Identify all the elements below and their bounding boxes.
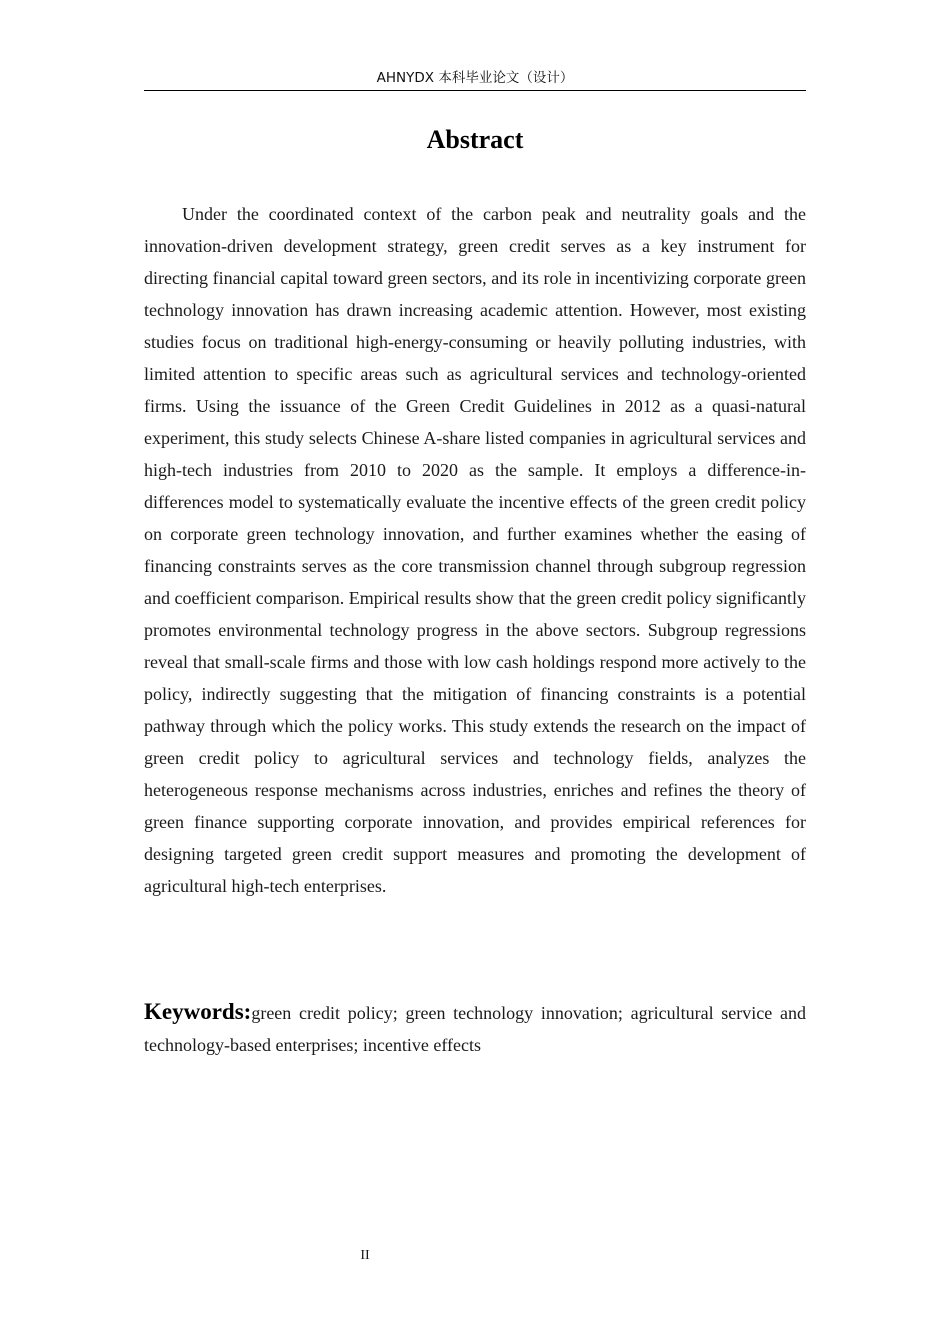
running-header-title: AHNYDX 本科毕业论文（设计） [376, 70, 574, 86]
keywords-paragraph [144, 996, 806, 1061]
keywords-label: Keywords: [144, 999, 252, 1024]
running-header [144, 66, 806, 91]
keywords-text: green credit policy; green technology innovation; agricultural service and technology-based enterprises; incentive effects [144, 1003, 806, 1055]
abstract-title: Abstract [426, 125, 524, 154]
page-number: II [360, 1248, 370, 1263]
abstract-body: Under the coordinated context of the carbon peak and neutrality goals and the innovation-driven development strategy, green credit serves as a key instrument for directing financial capital toward green sectors, and its role in incentivizing corporate green technology innovation has drawn increasing academic attention. However, most existing studies focus on traditional high-energy-consuming or heavily polluting industries, with limited attention to specific areas such as agricultural services and technology-oriented firms. Using the issuance of the Green Credit Guidelines in 2012 as a quasi-natural experiment, this study selects Chinese A-share listed companies in agricultural services and high-tech industries from 2010 to 2020 as the sample. It employs a difference-in-differences model to systematically evaluate the incentive effects of the green credit policy on corporate green technology innovation, and further examines whether the easing of financing constraints serves as the core transmission channel through subgroup regression and coefficient comparison. Empirical results show that the green credit policy significantly promotes environmental technology progress in the above sectors. Subgroup regressions reveal that small-scale firms and those with low cash holdings respond more actively to the policy, indirectly suggesting that the mitigation of financing constraints is a potential pathway through which the policy works. This study extends the research on the impact of green credit policy to agricultural services and technology fields, analyzes the heterogeneous response mechanisms across industries, enriches and refines the theory of green finance supporting corporate innovation, and provides empirical references for designing targeted green credit support measures and promoting the development of agricultural high-tech enterprises. [144, 204, 806, 896]
